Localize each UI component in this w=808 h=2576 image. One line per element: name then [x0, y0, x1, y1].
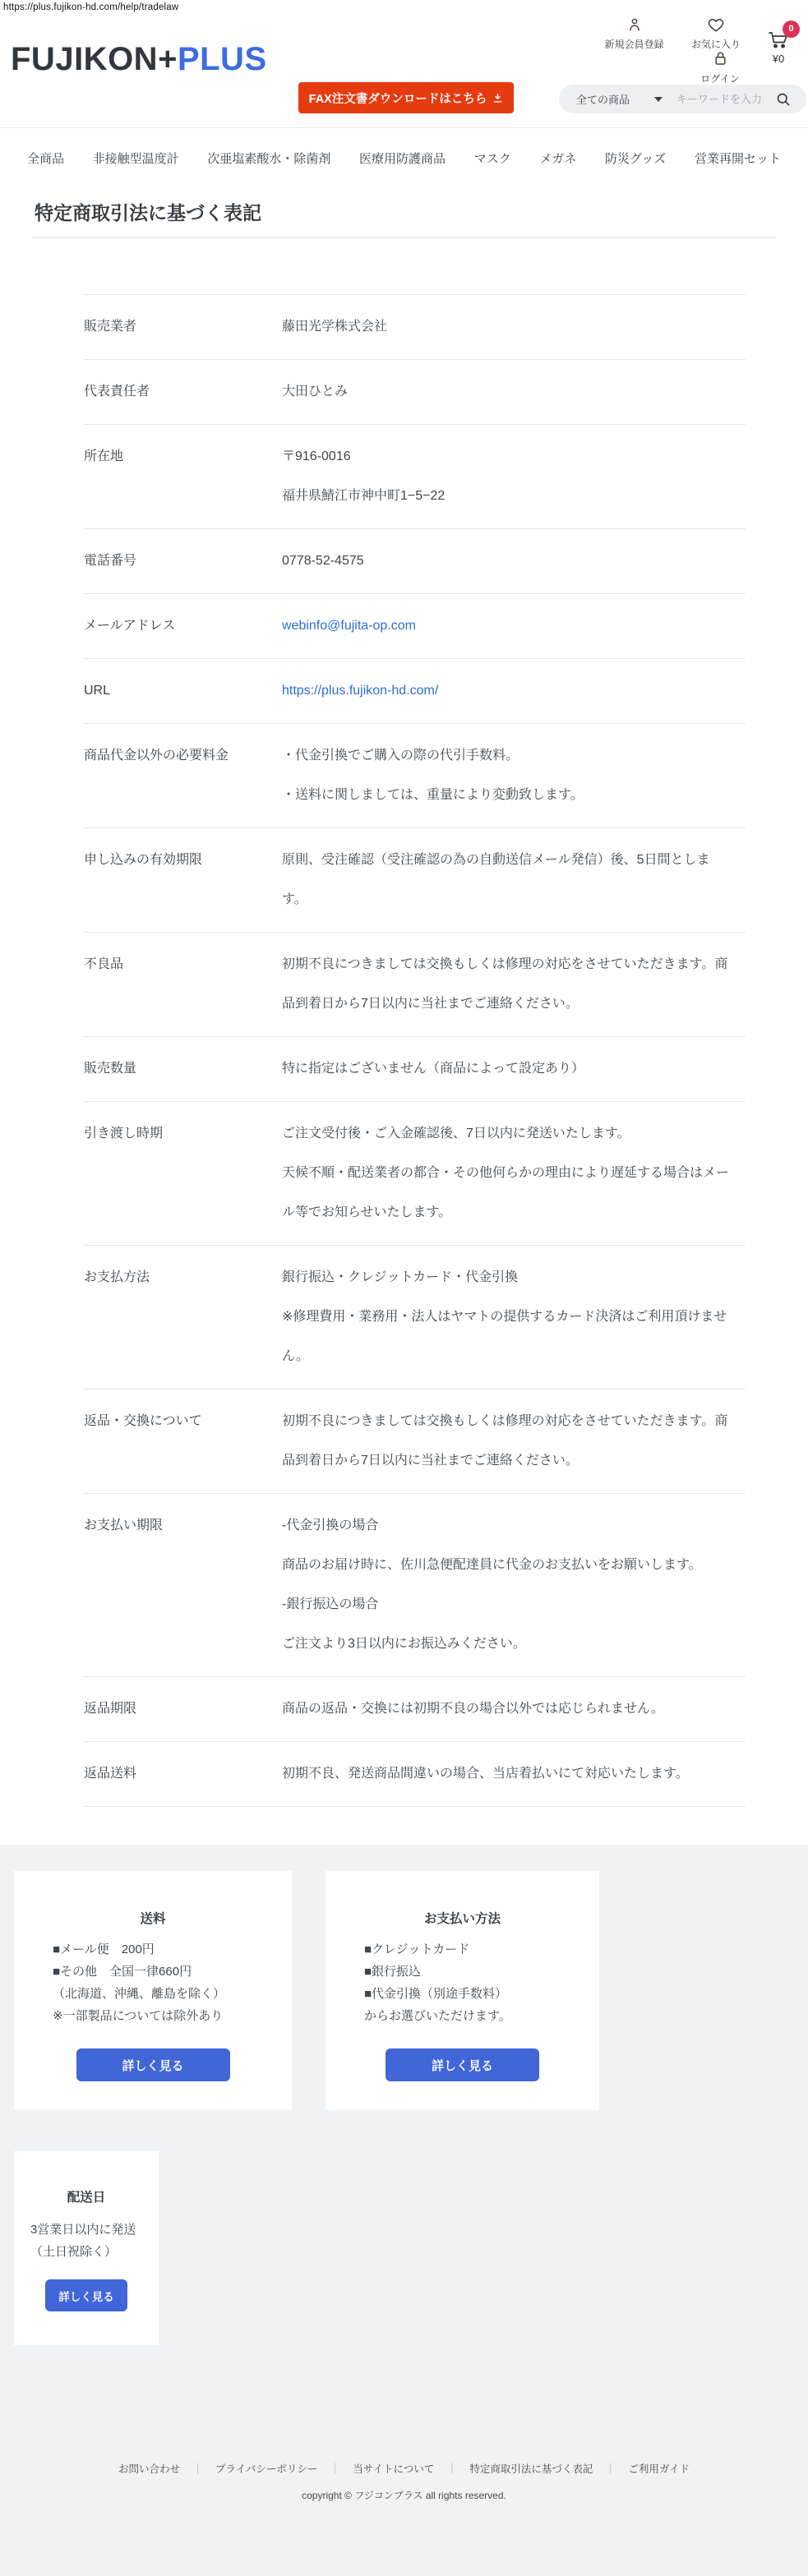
table-row — [84, 1742, 746, 1807]
footer-separator: ｜ — [446, 2463, 458, 2475]
table-row — [84, 1677, 746, 1742]
search-category-value: 全ての商品 — [576, 94, 630, 106]
register-label: 新規会員登録 — [604, 39, 664, 50]
heart-icon — [707, 18, 725, 30]
table-row — [84, 828, 746, 933]
site-footer — [0, 2460, 808, 2576]
favorites-label: お気に入り — [690, 39, 741, 50]
row-label: 代表責任者 — [84, 385, 150, 399]
nav-item-8[interactable]: 営業再開セット — [694, 152, 781, 166]
info-cards — [0, 1871, 808, 2345]
card-text: ■メール便 200円 ■その他 全国一律660円 （北海道、沖縄、離島を除く） ※一部製品については除外あり — [53, 1942, 226, 2023]
login-label: ログイン — [700, 73, 740, 85]
chevron-down-icon — [654, 97, 663, 102]
row-label: 所在地 — [84, 449, 124, 463]
footer-link-4[interactable]: 特定商取引法に基づく表記 — [469, 2463, 593, 2475]
category-nav — [0, 127, 808, 188]
footer-separator: ｜ — [192, 2463, 204, 2475]
footer-link-2[interactable]: プライバシーポリシー — [215, 2463, 318, 2475]
site-header — [0, 0, 808, 127]
logo-plus-sign: + — [158, 41, 178, 77]
row-value: 銀行振込・クレジットカード・代金引換 ※修理費用・業務用・法人はヤマトの提供するカード決済はご利用頂けません。 — [282, 1270, 727, 1363]
nav-item-2[interactable]: 非接触型温度計 — [92, 152, 179, 166]
nav-item-6[interactable]: メガネ — [539, 152, 577, 166]
nav-item-7[interactable]: 防災グッズ — [605, 152, 667, 166]
row-value: 初期不良、発送商品間違いの場合、当店着払いにて対応いたします。 — [282, 1767, 689, 1781]
footer-separator: ｜ — [330, 2463, 341, 2475]
row-label: お支払い期限 — [84, 1518, 164, 1532]
search-category-select[interactable] — [576, 91, 663, 107]
page-title: 特定商取引法に基づく表記 — [32, 195, 776, 238]
row-label: 不良品 — [84, 957, 124, 971]
tradelaw-table — [84, 294, 746, 1807]
footer-separator: ｜ — [605, 2463, 616, 2475]
search-submit-button[interactable] — [775, 91, 792, 108]
row-value: 藤田光学株式会社 — [282, 320, 388, 334]
logo-text-primary: FUJIKON — [11, 41, 159, 77]
logo-text-accent: PLUS — [177, 41, 267, 77]
row-value: ご注文受付後・ご入金確認後、7日以内に発送いたします。 天候不順・配送業者の都合・その他何らかの理由により遅延する場合はメール等でお知らせいたします。 — [282, 1127, 730, 1219]
card-title: お支払い方法 — [423, 1912, 501, 1926]
info-cards-section — [0, 1845, 808, 2576]
details-button[interactable]: 詳しく見る — [386, 2048, 539, 2081]
table-row — [84, 594, 746, 659]
row-value — [282, 671, 730, 711]
footer-links — [0, 2460, 808, 2476]
register-link[interactable] — [595, 16, 673, 51]
table-row — [84, 659, 746, 724]
row-value: 特に指定はございません（商品によって設定あり） — [282, 1062, 585, 1076]
favorites-link[interactable] — [684, 16, 748, 51]
row-value: 原則、受注確認（受注確認の為の自動送信メール発信）後、5日間とします。 — [282, 853, 710, 906]
row-label: 申し込みの有効期限 — [84, 853, 203, 867]
info-card — [14, 1871, 292, 2110]
table-row — [84, 360, 746, 425]
details-button[interactable]: 詳しく見る — [76, 2048, 230, 2081]
row-label: URL — [84, 684, 111, 698]
row-label: 返品・交換について — [84, 1414, 202, 1428]
row-label: 販売数量 — [84, 1062, 137, 1076]
table-row — [84, 724, 746, 828]
copyright-text: copyright © フジコンプラス all rights reserved. — [302, 2490, 506, 2501]
row-value: -代金引換の場合 商品のお届け時に、佐川急便配達員に代金のお支払いをお願いします。 -銀行振込の場合 ご注文より3日以内にお振込みください。 — [282, 1518, 702, 1651]
row-value — [282, 606, 730, 646]
row-value: 初期不良につきましては交換もしくは修理の対応をさせていただきます。商品到着日から7日以内に当社までご連絡ください。 — [282, 957, 728, 1011]
row-value: 0778-52-4575 — [282, 554, 364, 568]
cart-count-badge: 0 — [783, 21, 800, 38]
info-card — [14, 2151, 159, 2345]
row-label: 商品代金以外の必要料金 — [84, 749, 229, 763]
fax-button-label: FAX注文書ダウンロードはこちら — [308, 92, 487, 106]
table-row — [84, 425, 746, 529]
card-title: 配送日 — [67, 2191, 106, 2205]
row-label: 電話番号 — [84, 554, 137, 568]
row-label: 販売業者 — [84, 320, 137, 334]
cart-total: ¥0 — [772, 53, 785, 65]
cards-row-2 — [14, 2151, 794, 2345]
row-value: ・代金引換でご購入の際の代引手数料。 ・送料に関しましては、重量により変動致します。 — [282, 749, 584, 802]
main-content — [32, 195, 776, 1807]
footer-link-5[interactable]: ご利用ガイド — [628, 2463, 690, 2475]
table-row — [84, 1102, 746, 1246]
cart-link[interactable] — [757, 24, 800, 65]
row-label: 引き渡し時期 — [84, 1127, 164, 1141]
site-url-link[interactable]: https://plus.fujikon-hd.com/ — [282, 684, 439, 698]
table-row — [84, 1037, 746, 1102]
row-value: 大田ひとみ — [282, 385, 349, 399]
table-row — [84, 1494, 746, 1677]
card-title: 送料 — [140, 1912, 166, 1926]
search-input[interactable] — [676, 93, 773, 105]
email-link[interactable]: webinfo@fujita-op.com — [282, 619, 416, 633]
row-value: 商品の返品・交換には初期不良の場合以外では応じられません。 — [282, 1702, 664, 1716]
search-bar — [559, 85, 806, 113]
nav-item-5[interactable]: マスク — [473, 152, 511, 166]
nav-item-1[interactable]: 全商品 — [27, 152, 65, 166]
table-row — [84, 529, 746, 594]
row-label: メールアドレス — [84, 619, 176, 633]
footer-link-3[interactable]: 当サイトについて — [353, 2463, 435, 2475]
details-button[interactable]: 詳しく見る — [45, 2279, 127, 2311]
lock-icon — [712, 52, 729, 63]
nav-item-3[interactable]: 次亜塩素酸水・除菌剤 — [207, 152, 331, 166]
login-link[interactable] — [695, 49, 746, 85]
cards-row-1 — [14, 1871, 794, 2110]
site-logo[interactable] — [11, 43, 267, 76]
footer-link-1[interactable]: お問い合わせ — [118, 2463, 180, 2475]
row-value: 初期不良につきましては交換もしくは修理の対応をさせていただきます。商品到着日から7日以内に当社までご連絡ください。 — [282, 1414, 728, 1468]
row-value: 〒916-0016 福井県鯖江市神中町1−5−22 — [282, 449, 446, 503]
table-row — [84, 1246, 746, 1389]
search-icon — [775, 92, 792, 104]
table-row — [84, 933, 746, 1037]
table-row — [84, 295, 746, 360]
row-label: お支払方法 — [84, 1270, 150, 1284]
row-label: 返品送料 — [84, 1767, 137, 1781]
download-icon — [492, 91, 503, 104]
card-text: ■クレジットカード ■銀行振込 ■代金引換（別途手数料） からお選びいただけます。 — [364, 1942, 511, 2023]
card-text: 3営業日以内に発送 （土日祝除く） — [30, 2223, 136, 2259]
info-card — [326, 1871, 599, 2110]
user-icon — [626, 18, 643, 30]
row-label: 返品期限 — [84, 1702, 137, 1716]
nav-item-4[interactable]: 医療用防護商品 — [359, 152, 446, 166]
fax-download-button[interactable] — [298, 82, 514, 113]
browser-url: https://plus.fujikon-hd.com/help/tradelaw — [3, 2, 179, 12]
table-row — [84, 1389, 746, 1494]
